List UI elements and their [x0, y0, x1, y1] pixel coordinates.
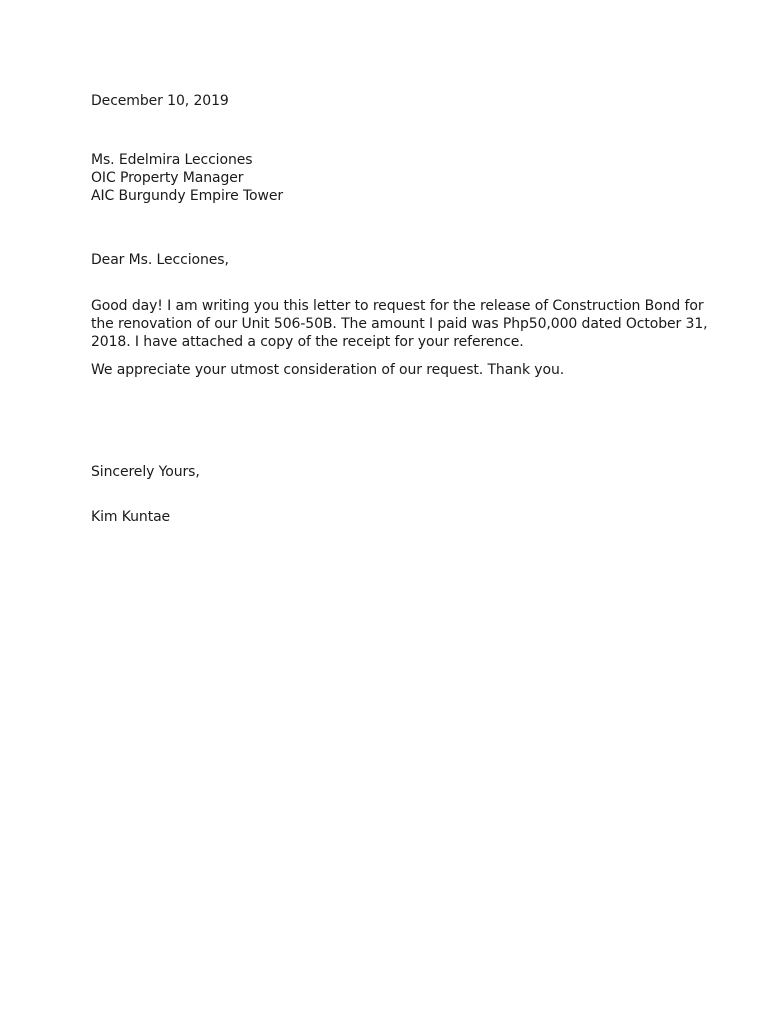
letter — [91, 92, 708, 526]
date-text: December 10, 2019 — [91, 93, 229, 109]
recipient-organization: AIC Burgundy Empire Tower — [91, 188, 284, 204]
salutation-text: Dear Ms. Lecciones, — [91, 252, 229, 268]
closing — [91, 463, 691, 481]
body-paragraph-1 — [91, 297, 708, 351]
closing-text: Sincerely Yours, — [91, 464, 200, 480]
salutation — [91, 251, 691, 269]
body-paragraph-2 — [91, 361, 691, 379]
body-line: Good day! I am writing you this letter to request for the release of Construction Bond for — [91, 298, 704, 314]
recipient-name: Ms. Edelmira Lecciones — [91, 152, 253, 168]
recipient-title: OIC Property Manager — [91, 170, 244, 186]
signature-name: Kim Kuntae — [91, 509, 171, 525]
body-line: 2018. I have attached a copy of the receipt for your reference. — [91, 334, 524, 350]
body-line: the renovation of our Unit 506-50B. The amount I paid was Php50,000 dated October 31, — [91, 316, 708, 332]
recipient-block — [91, 151, 691, 205]
letter-date — [91, 92, 691, 110]
body-line: We appreciate your utmost consideration of our request. Thank you. — [91, 362, 565, 378]
signature — [91, 508, 691, 526]
